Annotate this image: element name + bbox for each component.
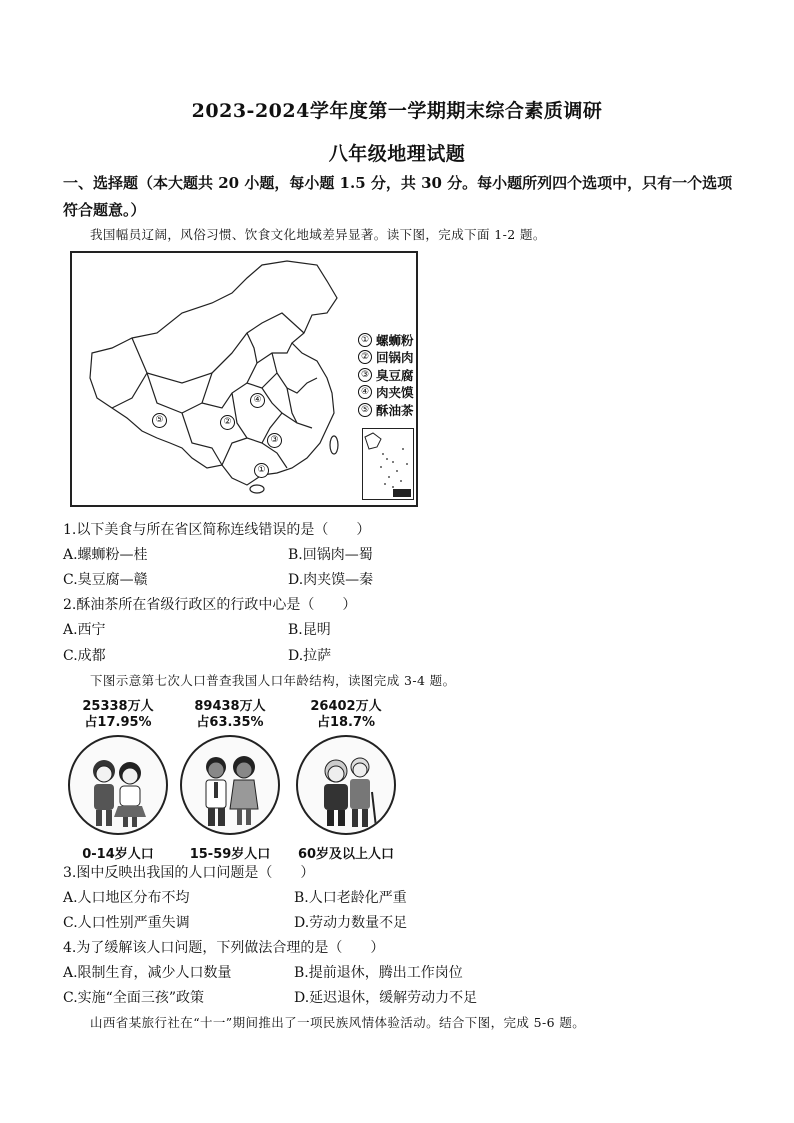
legend-item: ② 回锅肉 <box>358 349 414 367</box>
map-marker-4: ④ <box>250 393 265 408</box>
population-label: 15-59岁人口 <box>189 847 271 862</box>
question-3-stem: 3.图中反映出我国的人口问题是（ ） <box>63 865 315 881</box>
population-label: 0-14岁人口 <box>82 847 154 862</box>
legend-item: ① 螺蛳粉 <box>358 331 414 349</box>
question-4-stem: 4.为了缓解该人口问题，下列做法合理的是（ ） <box>63 940 385 956</box>
map-marker-3: ③ <box>267 433 282 448</box>
south-china-sea-inset <box>362 428 414 500</box>
population-share: 占17.95% <box>84 715 152 730</box>
population-count: 26402万人 <box>310 699 382 714</box>
population-group-60-plus <box>286 699 406 862</box>
q4-option-b[interactable]: B.提前退休，腾出工作岗位 <box>294 965 463 981</box>
q2-option-b[interactable]: B.昆明 <box>288 622 331 638</box>
intro-text-1: 我国幅员辽阔，风俗习惯、饮食文化地域差异显著。读下图，完成下面 1-2 题。 <box>90 227 546 242</box>
intro-text-3: 山西省某旅行社在“十一”期间推出了一项民族风情体验活动。结合下图，完成 5-6 题。 <box>90 1015 586 1030</box>
population-count: 25338万人 <box>82 699 154 714</box>
q2-option-c[interactable]: C.成都 <box>63 648 106 664</box>
elderly-illustration <box>296 735 396 835</box>
population-count: 89438万人 <box>194 699 266 714</box>
q3-option-a[interactable]: A.人口地区分布不均 <box>63 890 190 906</box>
population-group-0-14 <box>64 699 172 862</box>
children-illustration <box>68 735 168 835</box>
map-legend <box>358 331 414 419</box>
inset-islands <box>363 429 413 499</box>
intro-text-2: 下图示意第七次人口普查我国人口年龄结构，读图完成 3-4 题。 <box>90 673 456 688</box>
population-label: 60岁及以上人口 <box>297 847 395 862</box>
map-marker-2: ② <box>220 415 235 430</box>
section-heading: 一、选择题（本大题共 20 小题，每小题 1.5 分，共 30 分。每小题所列四个选项中，只有一个选项符合题意。） <box>63 174 733 219</box>
q1-option-d[interactable]: D.肉夹馍—秦 <box>288 572 374 588</box>
q2-option-d[interactable]: D.拉萨 <box>288 648 332 664</box>
population-share: 占18.7% <box>316 715 376 730</box>
page-subtitle: 八年级地理试题 <box>328 143 466 165</box>
q3-option-c[interactable]: C.人口性别严重失调 <box>63 915 190 931</box>
map-marker-5: ⑤ <box>152 413 167 428</box>
q1-option-c[interactable]: C.臭豆腐—赣 <box>63 572 148 588</box>
china-food-map <box>70 251 418 507</box>
q3-option-d[interactable]: D.劳动力数量不足 <box>294 915 408 931</box>
q4-option-c[interactable]: C.实施“全面三孩”政策 <box>63 990 204 1006</box>
q3-option-b[interactable]: B.人口老龄化严重 <box>294 890 407 906</box>
map-marker-1: ① <box>254 463 269 478</box>
q1-option-b[interactable]: B.回锅肉—蜀 <box>288 547 373 563</box>
legend-item: ④ 肉夹馍 <box>358 384 414 402</box>
legend-item: ⑤ 酥油茶 <box>358 401 414 419</box>
q4-option-a[interactable]: A.限制生育，减少人口数量 <box>63 965 232 981</box>
question-2-stem: 2.酥油茶所在省级行政区的行政中心是（ ） <box>63 597 357 613</box>
q1-option-a[interactable]: A.螺蛳粉—桂 <box>63 547 148 563</box>
q2-option-a[interactable]: A.西宁 <box>63 622 106 638</box>
legend-item: ③ 臭豆腐 <box>358 366 414 384</box>
population-share: 占63.35% <box>196 715 264 730</box>
q4-option-d[interactable]: D.延迟退休，缓解劳动力不足 <box>294 990 478 1006</box>
population-group-15-59 <box>176 699 284 862</box>
question-1-stem: 1.以下美食与所在省区简称连线错误的是（ ） <box>63 522 371 538</box>
page-title: 2023-2024学年度第一学期期末综合素质调研 <box>191 100 603 122</box>
adults-illustration <box>180 735 280 835</box>
